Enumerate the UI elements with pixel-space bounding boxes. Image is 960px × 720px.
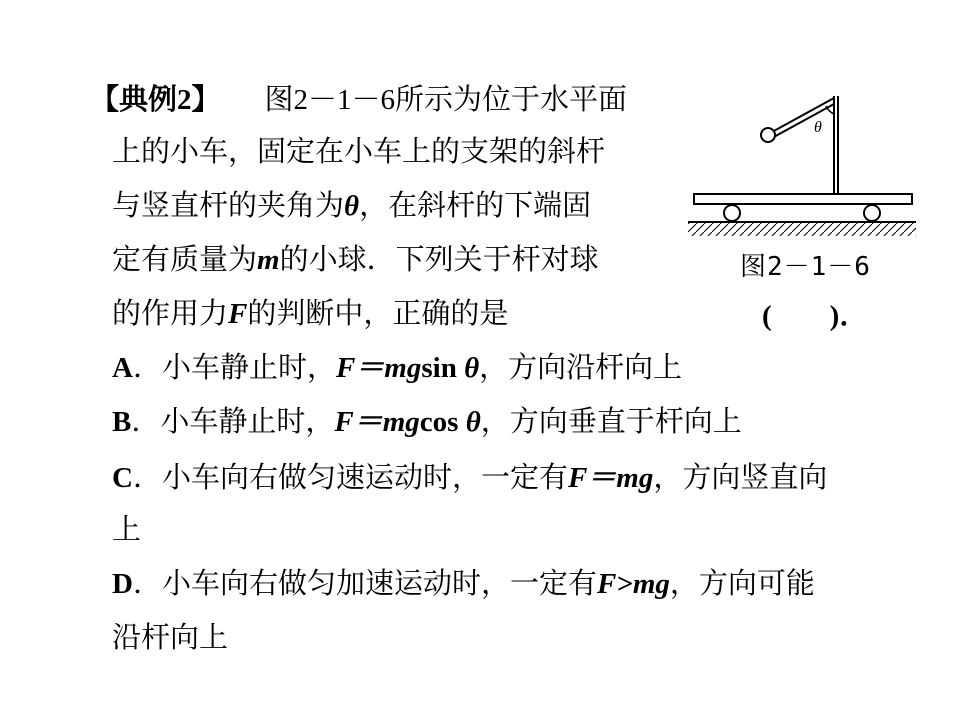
option-d	[112, 566, 815, 602]
trig-fn: cos	[419, 406, 466, 438]
ground-hatch	[688, 222, 916, 236]
theta-symbol: θ	[465, 406, 481, 438]
trig-fn: sin	[421, 352, 465, 384]
option-text: ，方向沿杆向上	[479, 352, 683, 384]
stem-text: 定有质量为	[112, 244, 258, 276]
stem-text: 的作用力	[112, 298, 229, 330]
option-text: ，方向可能	[669, 568, 815, 600]
formula: F＝mg	[567, 462, 654, 494]
option-text: ．小车向右做匀加速运动时，一定有	[132, 568, 597, 600]
ball	[761, 128, 775, 142]
cart-platform	[694, 194, 912, 204]
wheel-left	[724, 205, 740, 221]
stem-text: 上的小车，固定在小车上的支架的斜杆	[112, 136, 606, 168]
option-c	[112, 460, 827, 496]
option-text: ．小车静止时，	[131, 406, 335, 438]
theta-symbol: θ	[344, 190, 360, 222]
stem-line-1	[90, 82, 627, 118]
figure-caption: 图2－1－6	[740, 252, 871, 282]
stem-text: 与竖直杆的夹角为	[112, 190, 345, 222]
option-letter: D	[112, 568, 133, 600]
option-text: ．小车静止时，	[132, 352, 336, 384]
stem-text: 图2－1－6所示为位于水平面	[264, 84, 628, 116]
option-b	[112, 404, 742, 440]
stem-line-5	[112, 296, 508, 332]
option-letter: A	[112, 352, 133, 384]
example-tag: 【典例2】	[90, 84, 221, 116]
force-symbol: F	[228, 298, 248, 330]
formula: F＝mg	[334, 406, 420, 438]
stem-text: 的判断中，正确的是	[247, 298, 509, 330]
formula: F>mg	[596, 568, 670, 600]
stem-text: ，在斜杆的下端固	[359, 190, 592, 222]
option-d-cont: 沿杆向上	[112, 622, 229, 654]
answer-blank: ( )．	[762, 300, 869, 332]
option-text: ．小车向右做匀速运动时，一定有	[132, 462, 568, 494]
option-letter: B	[112, 406, 132, 438]
option-text: ，方向竖直向	[653, 462, 828, 494]
angle-label: θ	[814, 119, 822, 136]
stem-text: 的小球．下列关于杆对球	[279, 244, 599, 276]
mass-symbol: m	[257, 244, 280, 276]
stem-line-2	[112, 134, 605, 170]
option-text: ，方向垂直于杆向上	[480, 406, 742, 438]
wheel-right	[864, 205, 880, 221]
cart-figure	[688, 88, 916, 248]
stem-line-3	[112, 188, 591, 224]
formula: F＝mg	[335, 352, 422, 384]
option-letter: C	[112, 462, 133, 494]
option-a	[112, 350, 682, 386]
theta-symbol: θ	[464, 352, 480, 384]
option-c-cont: 上	[112, 514, 142, 546]
inclined-rod-edge	[772, 104, 834, 138]
stem-line-4	[112, 242, 599, 278]
inclined-rod	[772, 98, 834, 132]
